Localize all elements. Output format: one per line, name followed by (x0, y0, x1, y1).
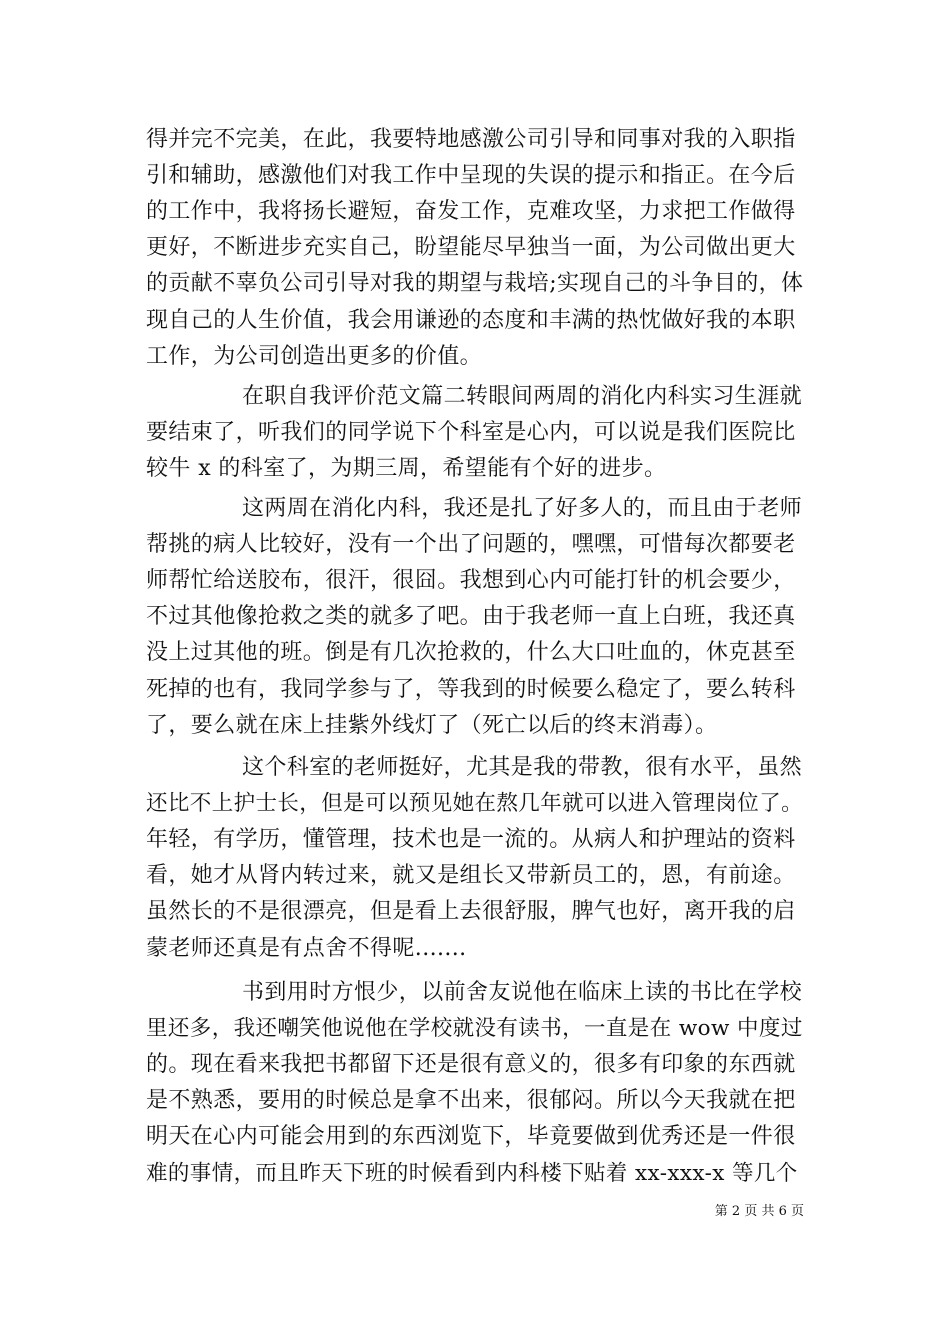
text-line: 的贡献不辜负公司引导对我的期望与栽培;实现自己的斗争目的，体 (146, 271, 804, 296)
paragraph-first-line: 书到用时方恨少，以前舍友说他在临床上读的书比在学校 (242, 980, 803, 1005)
text-line: 了，要么就在床上挂紫外线灯了（死亡以后的终末消毒）。 (146, 713, 718, 738)
paragraph-first-line: 这个科室的老师挺好，尤其是我的带教，很有水平，虽然 (242, 755, 803, 780)
text-line: 蒙老师还真是有点舍不得呢....... (146, 936, 467, 961)
text-line: 工作，为公司创造出更多的价值。 (146, 344, 483, 369)
text-line: 明天在心内可能会用到的东西浏览下，毕竟要做到优秀还是一件很 (146, 1124, 796, 1149)
text-line: 难的事情，而且昨天下班的时候看到内科楼下贴着 xx-xxx-x 等几个 (146, 1161, 798, 1186)
text-line: 更好，不断进步充实自己，盼望能尽早独当一面，为公司做出更大 (146, 235, 796, 260)
text-line: 看，她才从肾内转过来，就又是组长又带新员工的，恩，有前途。 (146, 863, 796, 888)
text-line: 引和辅助，感激他们对我工作中呈现的失误的提示和指正。在今后 (146, 163, 796, 188)
text-line: 师帮忙给送胶布，很汗，很囧。我想到心内可能打针的机会要少， (146, 568, 796, 593)
text-line: 现自己的人生价值，我会用谦逊的态度和丰满的热忱做好我的本职 (146, 308, 796, 333)
text-line: 是不熟悉，要用的时候总是拿不出来，很郁闷。所以今天我就在把 (146, 1088, 796, 1113)
text-line: 帮挑的病人比较好，没有一个出了问题的，嘿嘿，可惜每次都要老 (146, 532, 796, 557)
text-line: 较牛 x 的科室了，为期三周，希望能有个好的进步。 (146, 456, 667, 481)
text-line: 里还多，我还嘲笑他说他在学校就没有读书，一直是在 wow 中度过 (146, 1016, 803, 1041)
text-line: 不过其他像抢救之类的就多了吧。由于我老师一直上白班，我还真 (146, 604, 796, 629)
text-line: 虽然长的不是很漂亮，但是看上去很舒服，脾气也好，离开我的启 (146, 899, 796, 924)
text-line: 年轻，有学历，懂管理，技术也是一流的。从病人和护理站的资料 (146, 827, 796, 852)
text-line: 死掉的也有，我同学参与了，等我到的时候要么稳定了，要么转科 (146, 677, 796, 702)
text-line: 要结束了，听我们的同学说下个科室是心内，可以说是我们医院比 (146, 420, 796, 445)
text-line: 得并完不完美，在此，我要特地感激公司引导和同事对我的入职指 (146, 127, 796, 152)
text-line: 还比不上护士长，但是可以预见她在熬几年就可以进入管理岗位了。 (146, 791, 804, 816)
text-line: 的。现在看来我把书都留下还是很有意义的，很多有印象的东西就 (146, 1052, 796, 1077)
page-number-footer: 第 2 页 共 6 页 (714, 1204, 804, 1219)
paragraph-first-line: 这两周在消化内科，我还是扎了好多人的，而且由于老师 (242, 496, 803, 521)
paragraph-first-line: 在职自我评价范文篇二转眼间两周的消化内科实习生涯就 (242, 384, 803, 409)
text-line: 没上过其他的班。倒是有几次抢救的，什么大口吐血的，休克甚至 (146, 640, 796, 665)
text-line: 的工作中，我将扬长避短，奋发工作，克难攻坚，力求把工作做得 (146, 199, 796, 224)
